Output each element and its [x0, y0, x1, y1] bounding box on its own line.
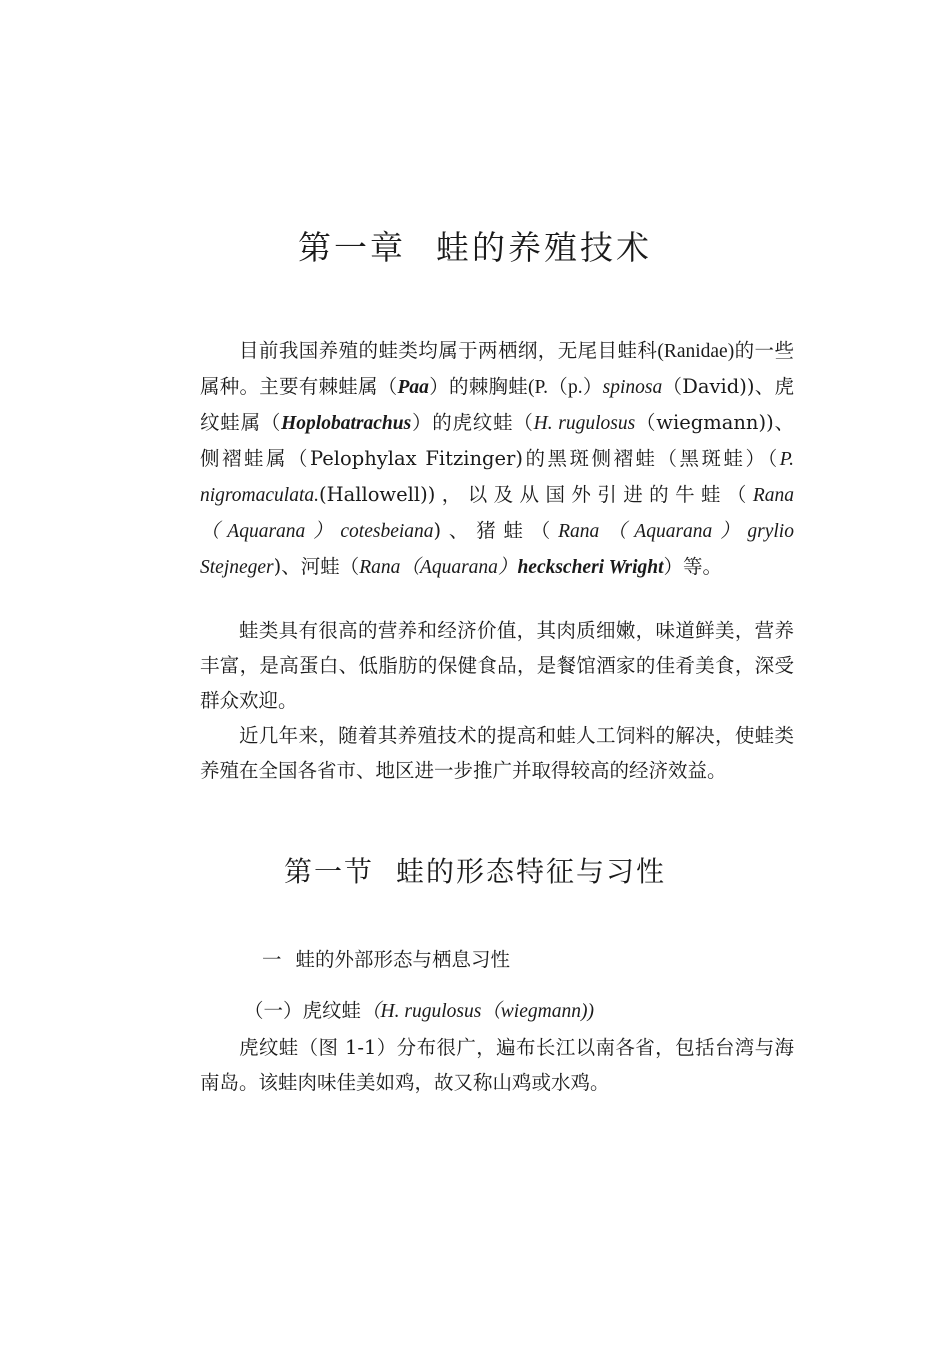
species-heckscheri: heckscheri Wright [517, 557, 664, 578]
text-run: )、猪蛙（ [433, 519, 559, 542]
family-name-ranidae: (Ranidae) [657, 341, 735, 362]
text-run: （wiegmann))、侧褶蛙属（Pelophylax Fitzinger)的黑斑侧褶蛙（黑斑蛙）（ [200, 411, 794, 470]
genus-rana: Rana [558, 521, 600, 542]
section-name: 蛙的形态特征与习性 [396, 855, 667, 888]
subsubsection-number: （一） [244, 999, 303, 1022]
text-run: 的一些属种。主要有棘蛙属（ [200, 339, 794, 398]
species-rugulosus: H. rugulosus [533, 413, 636, 434]
species-grylio: grylio Stejneger [200, 521, 794, 578]
text-run: ）的棘胸蛙 [428, 375, 528, 398]
subgenus-aquarana: （Aquarana） [400, 557, 518, 578]
species-cotesbeiana: cotesbeiana [340, 521, 434, 542]
subsection-number: 一 [262, 948, 282, 971]
genus-hoplobatrachus: Hoplobatrachus [281, 413, 412, 434]
subsubsection-latin: （H. rugulosus（wiegmann)) [361, 1001, 594, 1022]
value-paragraph: 蛙类具有很高的营养和经济价值，其肉质细嫩，味道鲜美，营养丰富，是高蛋白、低脂肪的保健食品，是餐馆酒家的佳肴美食，深受群众欢迎。 [200, 619, 794, 712]
section-title [0, 850, 950, 890]
text-run: ）等。 [663, 555, 723, 578]
species-nigromaculata: P. nigromaculata. [200, 449, 794, 506]
subsubsection-name: 虎纹蛙 [302, 999, 362, 1022]
genus-paa: Paa [397, 377, 429, 398]
text-run: (P.（p.） [527, 377, 603, 398]
text-run: 目前我国养殖的蛙类均属于两栖纲，无尾目蛙科 [239, 339, 658, 362]
subsection-heading [262, 944, 510, 972]
species-spinosa: spinosa [602, 377, 663, 398]
text-run: ）的虎纹蛙（ [411, 411, 534, 434]
genus-rana: Rana [359, 557, 401, 578]
chapter-number: 第一章 [298, 228, 406, 267]
text-run: )、河蛙（ [273, 555, 360, 578]
subsection-title: 蛙的外部形态与栖息习性 [295, 948, 511, 971]
chapter-title [0, 222, 950, 269]
section-number: 第一节 [283, 855, 374, 888]
subgenus-aquarana: （Aquarana） [200, 521, 341, 542]
subgenus-aquarana: （Aquarana） [599, 521, 748, 542]
tiger-frog-paragraph: 虎纹蛙（图 1-1）分布很广，遍布长江以南各省，包括台湾与海南岛。该蛙肉味佳美如鸡，故又称山鸡或水鸡。 [200, 1036, 794, 1094]
genus-rana: Rana [752, 485, 794, 506]
subsubsection-heading [244, 995, 594, 1023]
text-run: (Hallowell))，以及从国外引进的牛蛙（ [318, 483, 753, 506]
intro-paragraph [200, 333, 794, 585]
text-run: （David))、虎纹蛙属（ [200, 375, 794, 434]
chapter-name: 蛙的养殖技术 [436, 228, 652, 267]
development-paragraph: 近几年来，随着其养殖技术的提高和蛙人工饲料的解决，使蛙类养殖在全国各省市、地区进一步推广并取得较高的经济效益。 [200, 724, 794, 782]
